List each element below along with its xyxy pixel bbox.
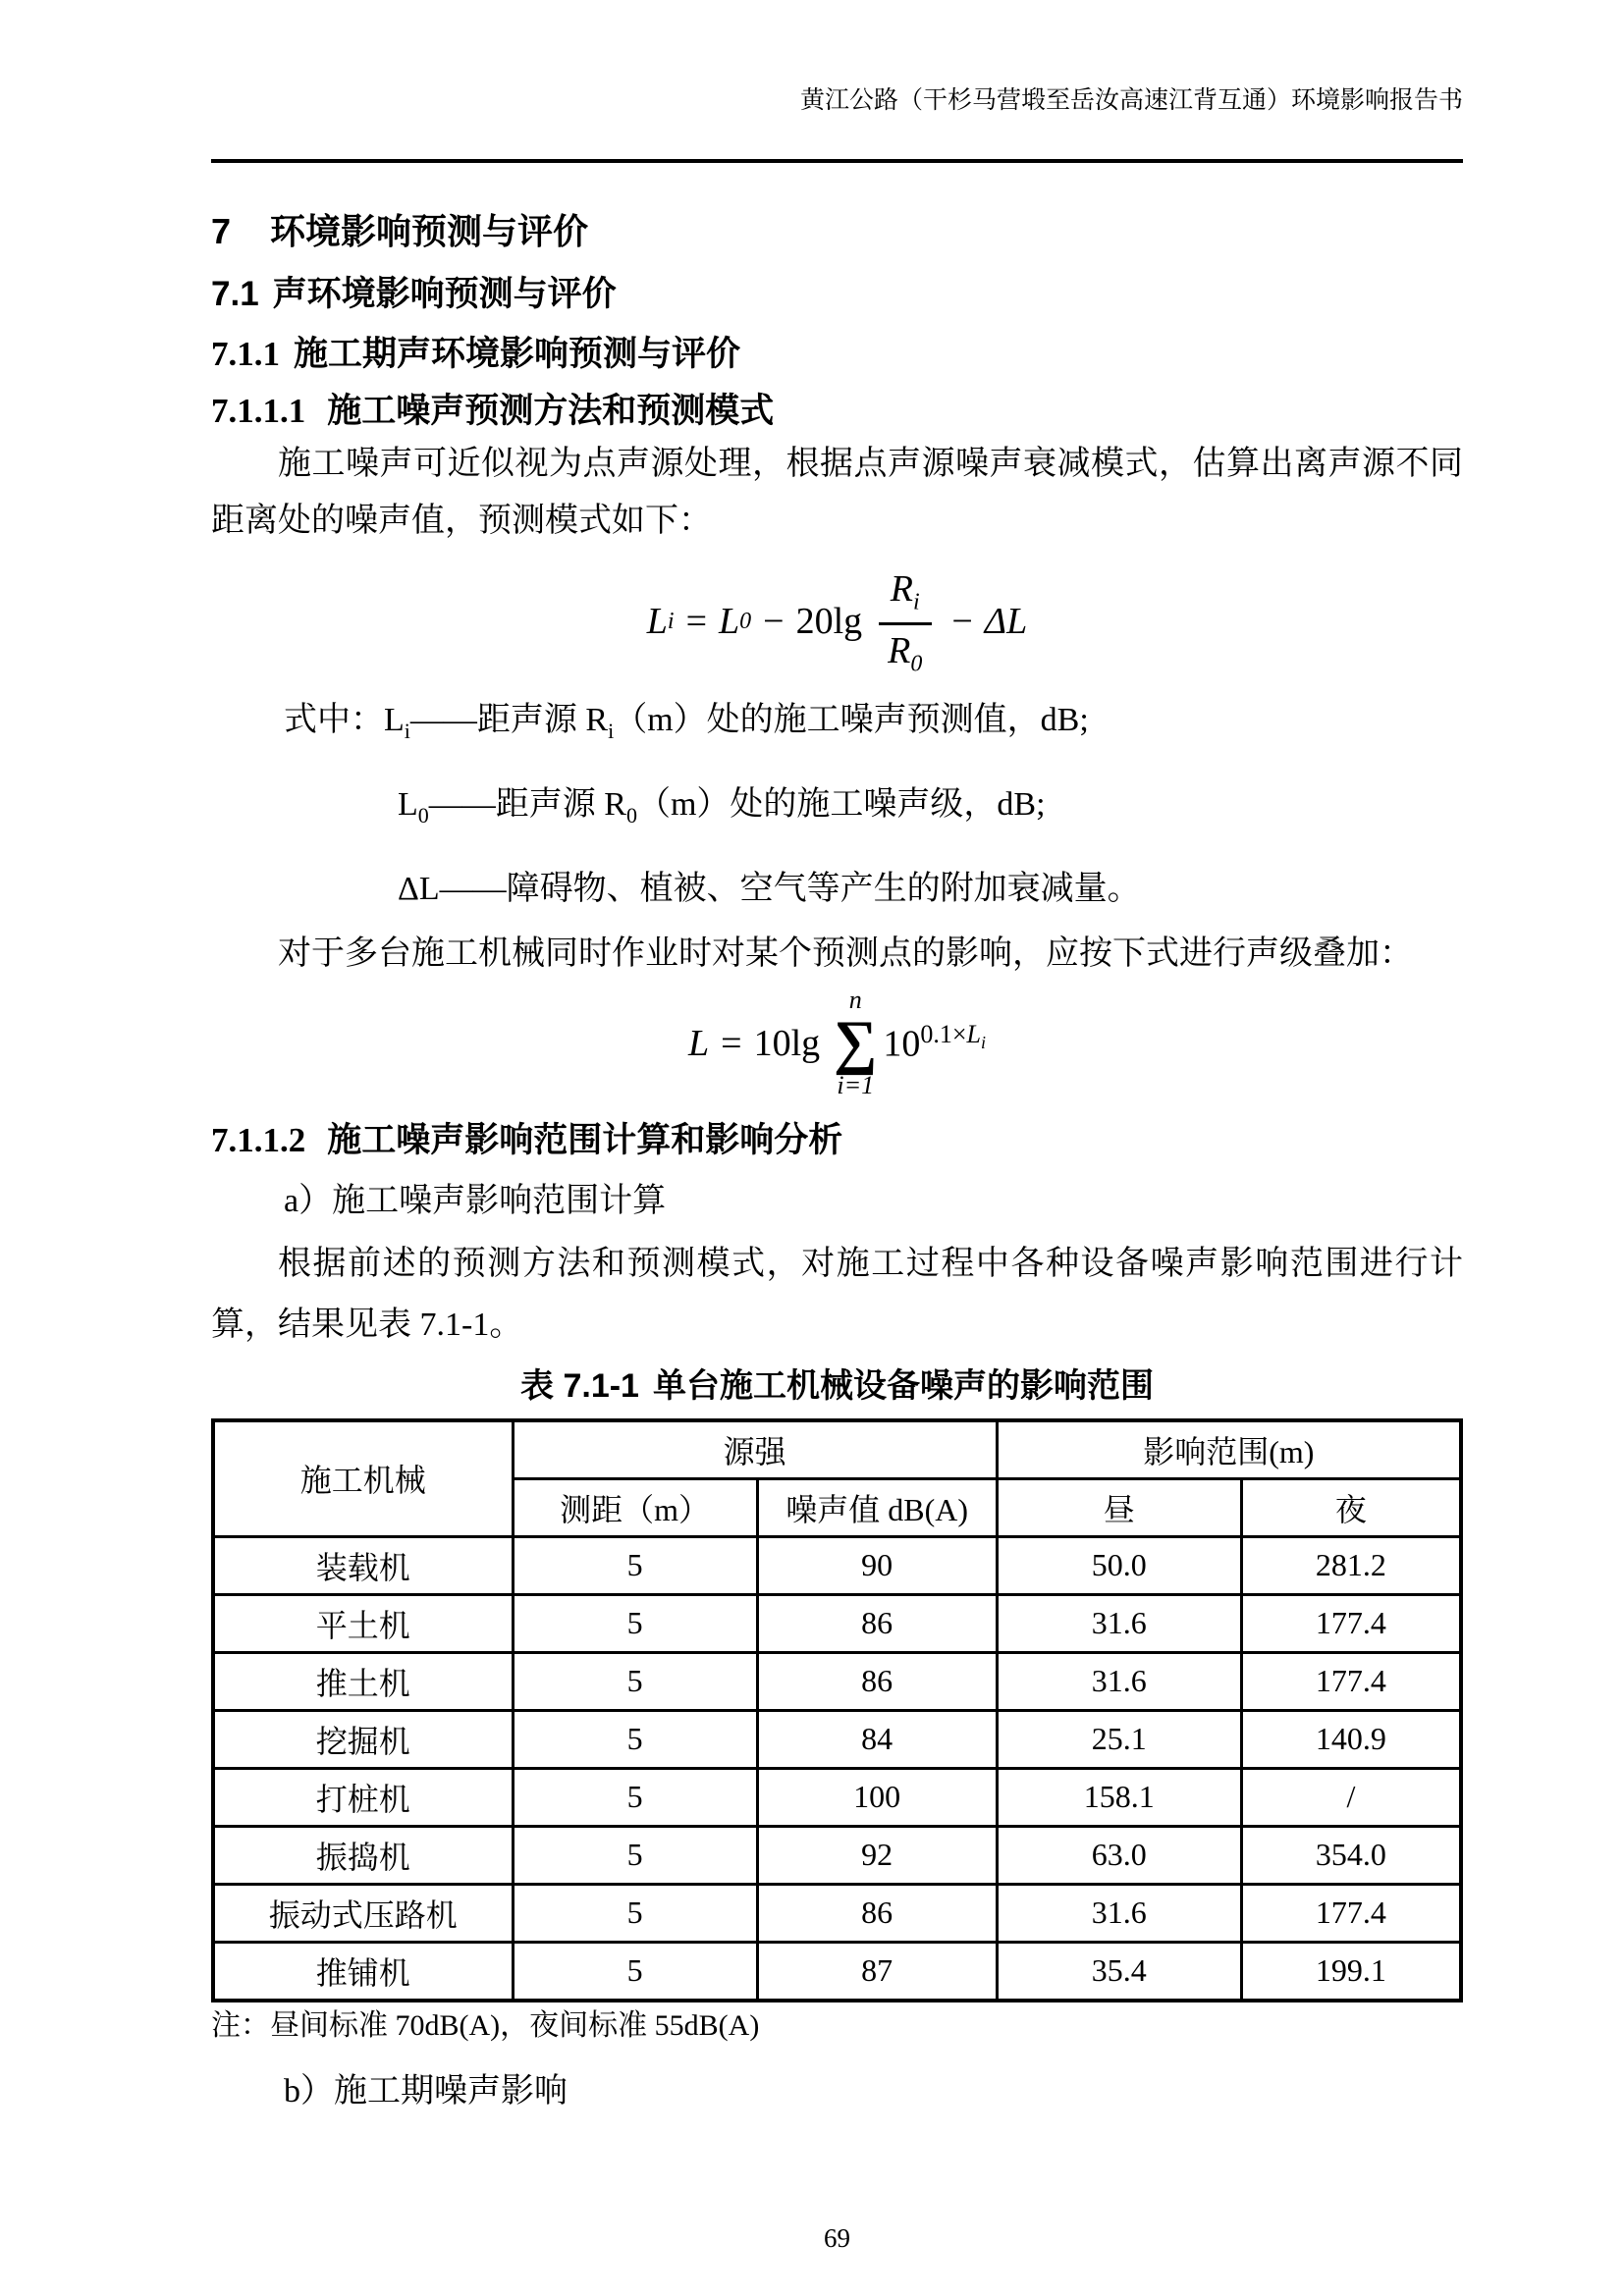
summation-lower: i=1 bbox=[837, 1071, 875, 1100]
formula-var: L bbox=[646, 601, 668, 643]
day-range-cell: 31.6 bbox=[997, 1652, 1241, 1710]
table-row bbox=[213, 1884, 1461, 1942]
day-range-cell: 31.6 bbox=[997, 1594, 1241, 1652]
formula-var: R bbox=[890, 568, 914, 610]
formula-sub: i bbox=[913, 589, 920, 615]
distance-cell: 5 bbox=[513, 1710, 757, 1768]
distance-cell: 5 bbox=[513, 1652, 757, 1710]
noise-cell: 86 bbox=[757, 1884, 997, 1942]
formula-level-superposition bbox=[211, 987, 1463, 1100]
equals-sign: = bbox=[721, 1022, 742, 1064]
section-heading-7-1-1 bbox=[211, 334, 1463, 375]
header-distance: 测距（m） bbox=[513, 1478, 757, 1536]
fraction bbox=[876, 565, 934, 677]
day-range-cell: 31.6 bbox=[997, 1884, 1241, 1942]
distance-cell: 5 bbox=[513, 1826, 757, 1884]
power-base: 10 bbox=[883, 1024, 921, 1066]
formula-var: R bbox=[888, 629, 911, 671]
legend-line-delta bbox=[211, 852, 1463, 926]
machine-name-cell: 打桩机 bbox=[213, 1768, 513, 1826]
table-row bbox=[213, 1942, 1461, 2001]
machine-name-cell: 挖掘机 bbox=[213, 1710, 513, 1768]
formula-sub: i bbox=[667, 608, 675, 634]
legend-text: ——障碍物、植被、空气等产生的附加衰减量。 bbox=[439, 870, 1141, 907]
formula-noise-attenuation bbox=[211, 565, 1463, 677]
legend-label: 式中： bbox=[284, 702, 384, 739]
header-impact-range: 影响范围(m) bbox=[997, 1420, 1461, 1479]
formula-var: L bbox=[688, 1022, 710, 1064]
machine-name-cell: 推土机 bbox=[213, 1652, 513, 1710]
list-item-a: a）施工噪声影响范围计算 bbox=[284, 1182, 667, 1219]
night-range-cell: / bbox=[1241, 1768, 1461, 1826]
legend-sub: 0 bbox=[417, 802, 429, 828]
night-range-cell: 177.4 bbox=[1241, 1884, 1461, 1942]
header-day: 昼 bbox=[997, 1478, 1241, 1536]
night-range-cell: 140.9 bbox=[1241, 1710, 1461, 1768]
machinery-noise-table bbox=[211, 1418, 1463, 2002]
section-number: 7.1 bbox=[211, 275, 259, 313]
running-header bbox=[211, 86, 1463, 163]
section-number: 7.1.1.2 bbox=[211, 1120, 306, 1159]
paragraph-superposition: 对于多台施工机械同时作业时对某个预测点的影响，应按下式进行声级叠加： bbox=[278, 934, 1413, 972]
distance-cell: 5 bbox=[513, 1594, 757, 1652]
header-source-strength: 源强 bbox=[513, 1420, 997, 1479]
summation bbox=[834, 987, 877, 1100]
distance-cell: 5 bbox=[513, 1768, 757, 1826]
section-number: 7.1.1.1 bbox=[211, 392, 306, 430]
legend-var: L bbox=[384, 702, 405, 739]
day-range-cell: 35.4 bbox=[997, 1942, 1241, 2001]
table-row bbox=[213, 1652, 1461, 1710]
minus-sign: − bbox=[763, 601, 785, 643]
page-number: 69 bbox=[824, 2222, 850, 2253]
distance-cell: 5 bbox=[513, 1942, 757, 2001]
night-range-cell: 281.2 bbox=[1241, 1536, 1461, 1594]
summation-upper: n bbox=[848, 985, 862, 1014]
equals-sign: = bbox=[685, 601, 707, 643]
formula-legend bbox=[211, 683, 1463, 926]
night-range-cell: 354.0 bbox=[1241, 1826, 1461, 1884]
machine-name-cell: 振捣机 bbox=[213, 1826, 513, 1884]
table-caption-number: 表 7.1-1 bbox=[520, 1366, 639, 1405]
section-title: 施工噪声影响范围计算和影响分析 bbox=[327, 1120, 843, 1159]
night-range-cell: 177.4 bbox=[1241, 1652, 1461, 1710]
noise-cell: 100 bbox=[757, 1768, 997, 1826]
formula-sub: 0 bbox=[739, 608, 752, 634]
noise-cell: 84 bbox=[757, 1710, 997, 1768]
day-range-cell: 50.0 bbox=[997, 1536, 1241, 1594]
formula-var: ΔL bbox=[984, 601, 1028, 643]
noise-cell: 90 bbox=[757, 1536, 997, 1594]
noise-cell: 87 bbox=[757, 1942, 997, 2001]
header-machine: 施工机械 bbox=[213, 1420, 513, 1537]
exponent-coefficient: 0.1× bbox=[920, 1020, 967, 1049]
section-title: 施工噪声预测方法和预测模式 bbox=[327, 392, 775, 430]
section-number: 7.1.1 bbox=[211, 335, 280, 373]
table-row bbox=[213, 1536, 1461, 1594]
section-title: 施工期声环境影响预测与评价 bbox=[294, 335, 741, 373]
machine-name-cell: 装载机 bbox=[213, 1536, 513, 1594]
night-range-cell: 199.1 bbox=[1241, 1942, 1461, 2001]
formula-var: L bbox=[719, 601, 740, 643]
legend-sub: 0 bbox=[625, 802, 637, 828]
paragraph-prediction-intro: 施工噪声可近似视为点声源处理，根据点声源噪声衰减模式，估算出离声源不同距离处的噪声值，预测模式如下： bbox=[211, 446, 1463, 539]
exponent-var: L bbox=[966, 1020, 981, 1049]
section-title: 环境影响预测与评价 bbox=[270, 211, 589, 251]
table-caption-text: 单台施工机械设备噪声的影响范围 bbox=[652, 1366, 1154, 1405]
table-row bbox=[213, 1710, 1461, 1768]
distance-cell: 5 bbox=[513, 1884, 757, 1942]
legend-text: （m）处的施工噪声级，dB; bbox=[636, 785, 1046, 823]
section-heading-7 bbox=[211, 210, 1463, 253]
legend-line-li bbox=[211, 683, 1463, 768]
night-range-cell: 177.4 bbox=[1241, 1594, 1461, 1652]
noise-cell: 92 bbox=[757, 1826, 997, 1884]
table-row bbox=[213, 1768, 1461, 1826]
legend-sub: i bbox=[404, 718, 410, 743]
table-row bbox=[213, 1594, 1461, 1652]
fraction-denominator bbox=[876, 625, 934, 678]
table-header-group-row bbox=[213, 1420, 1461, 1479]
legend-text: （m）处的施工噪声预测值，dB; bbox=[614, 702, 1089, 739]
header-night: 夜 bbox=[1241, 1478, 1461, 1536]
machine-name-cell: 振动式压路机 bbox=[213, 1884, 513, 1942]
paragraph-table-intro: 根据前述的预测方法和预测模式，对施工过程中各种设备噪声影响范围进行计算，结果见表 7.1-1。 bbox=[211, 1245, 1463, 1343]
legend-var: L bbox=[398, 785, 418, 823]
legend-var: ΔL bbox=[398, 870, 440, 907]
power-term bbox=[883, 1020, 986, 1066]
exponent-sub: i bbox=[980, 1033, 986, 1053]
header-noise-value: 噪声值 dB(A) bbox=[757, 1478, 997, 1536]
machine-name-cell: 推铺机 bbox=[213, 1942, 513, 2001]
formula-coefficient: 20lg bbox=[795, 601, 863, 643]
formula-sub: 0 bbox=[910, 651, 923, 677]
sigma-symbol: ∑ bbox=[834, 1009, 878, 1077]
noise-cell: 86 bbox=[757, 1594, 997, 1652]
section-heading-7-1-1-1 bbox=[211, 391, 1463, 432]
running-header-title: 黄江公路（干杉马营塅至岳汝高速江背互通）环境影响报告书 bbox=[799, 87, 1463, 114]
day-range-cell: 25.1 bbox=[997, 1710, 1241, 1768]
minus-sign: − bbox=[951, 601, 973, 643]
section-heading-7-1 bbox=[211, 273, 1463, 316]
formula-coefficient: 10lg bbox=[753, 1022, 821, 1064]
power-exponent bbox=[920, 1020, 986, 1053]
list-item-b: b）施工期噪声影响 bbox=[284, 2072, 568, 2109]
section-number: 7 bbox=[211, 211, 232, 251]
legend-text: ——距声源 R bbox=[409, 702, 609, 739]
machine-name-cell: 平土机 bbox=[213, 1594, 513, 1652]
noise-cell: 86 bbox=[757, 1652, 997, 1710]
table-note: 注：昼间标准 70dB(A)，夜间标准 55dB(A) bbox=[211, 2008, 760, 2042]
section-heading-7-1-1-2 bbox=[211, 1120, 1463, 1161]
legend-text: ——距声源 R bbox=[428, 785, 626, 823]
fraction-numerator bbox=[879, 565, 932, 625]
day-range-cell: 63.0 bbox=[997, 1826, 1241, 1884]
legend-line-l0 bbox=[211, 768, 1463, 852]
distance-cell: 5 bbox=[513, 1536, 757, 1594]
legend-sub: i bbox=[608, 718, 615, 743]
section-title: 声环境影响预测与评价 bbox=[272, 275, 617, 313]
table-caption bbox=[211, 1365, 1463, 1407]
day-range-cell: 158.1 bbox=[997, 1768, 1241, 1826]
table-row bbox=[213, 1826, 1461, 1884]
